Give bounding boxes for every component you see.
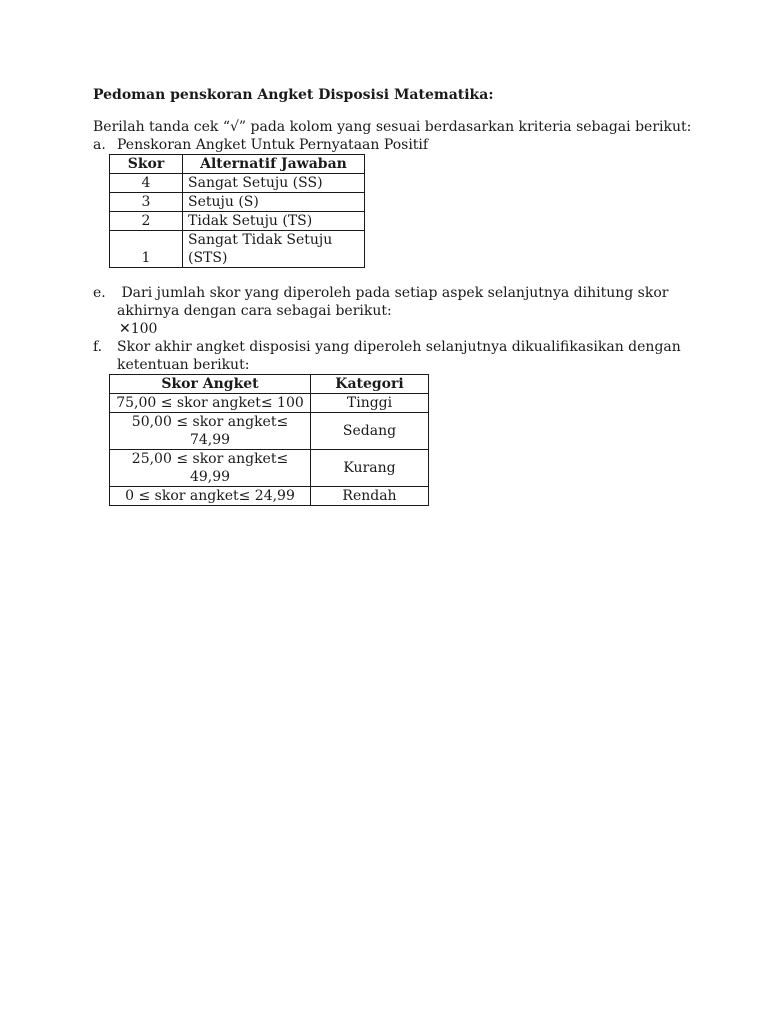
document-title: Pedoman penskoran Angket Disposisi Matematika: bbox=[93, 87, 494, 103]
cell-jawaban: Sangat Setuju (SS) bbox=[183, 174, 365, 193]
cell-jawaban bbox=[183, 231, 365, 268]
table-header-row bbox=[110, 155, 365, 174]
table-row bbox=[110, 413, 429, 450]
cell-jawaban: Tidak Setuju (TS) bbox=[183, 212, 365, 231]
cell-kategori: Rendah bbox=[311, 487, 429, 506]
cell-skor: 2 bbox=[110, 212, 183, 231]
cell-range: 0 ≤ skor angket≤ 24,99 bbox=[110, 487, 311, 506]
list-item-text: Skor akhir angket disposisi yang diperoleh selanjutnya dikualifikasikan dengan bbox=[117, 339, 681, 355]
list-item-text: Dari jumlah skor yang diperoleh pada setiap aspek selanjutnya dihitung skor bbox=[117, 285, 669, 301]
list-marker: f. bbox=[93, 339, 103, 355]
cell-jawaban: Setuju (S) bbox=[183, 193, 365, 212]
table-header-row bbox=[110, 375, 429, 394]
cell-kategori: Tinggi bbox=[311, 394, 429, 413]
list-marker: e. bbox=[93, 285, 106, 301]
document-page bbox=[93, 86, 693, 506]
cell-jawaban-line1: Sangat Tidak Setuju bbox=[188, 232, 333, 248]
cell-kategori: Sedang bbox=[311, 413, 429, 450]
table-row bbox=[110, 193, 365, 212]
cell-range: 25,00 ≤ skor angket≤ 49,99 bbox=[110, 450, 311, 487]
formula-text: ✕100 bbox=[119, 321, 158, 337]
cell-skor: 3 bbox=[110, 193, 183, 212]
list-item-continuation: akhirnya dengan cara sebagai berikut: bbox=[117, 303, 392, 319]
cell-skor: 1 bbox=[110, 231, 183, 268]
intro-text: Berilah tanda cek “√” pada kolom yang sesuai berdasarkan kriteria sebagai berikut: bbox=[93, 119, 692, 135]
header-alternatif-jawaban: Alternatif Jawaban bbox=[183, 155, 365, 174]
list-item-continuation: ketentuan berikut: bbox=[117, 357, 250, 373]
table-row bbox=[110, 450, 429, 487]
table-row bbox=[110, 394, 429, 413]
cell-jawaban-line2: (STS) bbox=[188, 250, 228, 266]
header-kategori: Kategori bbox=[311, 375, 429, 394]
list-item-f bbox=[93, 338, 693, 356]
header-skor-angket: Skor Angket bbox=[110, 375, 311, 394]
cell-kategori: Kurang bbox=[311, 450, 429, 487]
header-skor: Skor bbox=[110, 155, 183, 174]
table-row bbox=[110, 174, 365, 193]
list-item-a bbox=[93, 136, 693, 154]
table-row bbox=[110, 487, 429, 506]
cell-skor: 4 bbox=[110, 174, 183, 193]
table-row bbox=[110, 231, 365, 268]
category-table bbox=[109, 374, 429, 506]
list-item-text: Penskoran Angket Untuk Pernyataan Positif bbox=[117, 137, 429, 153]
cell-range: 50,00 ≤ skor angket≤ 74,99 bbox=[110, 413, 311, 450]
table-row bbox=[110, 212, 365, 231]
cell-range: 75,00 ≤ skor angket≤ 100 bbox=[110, 394, 311, 413]
scoring-table bbox=[109, 154, 365, 268]
list-marker: a. bbox=[93, 137, 106, 153]
list-item-e bbox=[93, 284, 693, 302]
